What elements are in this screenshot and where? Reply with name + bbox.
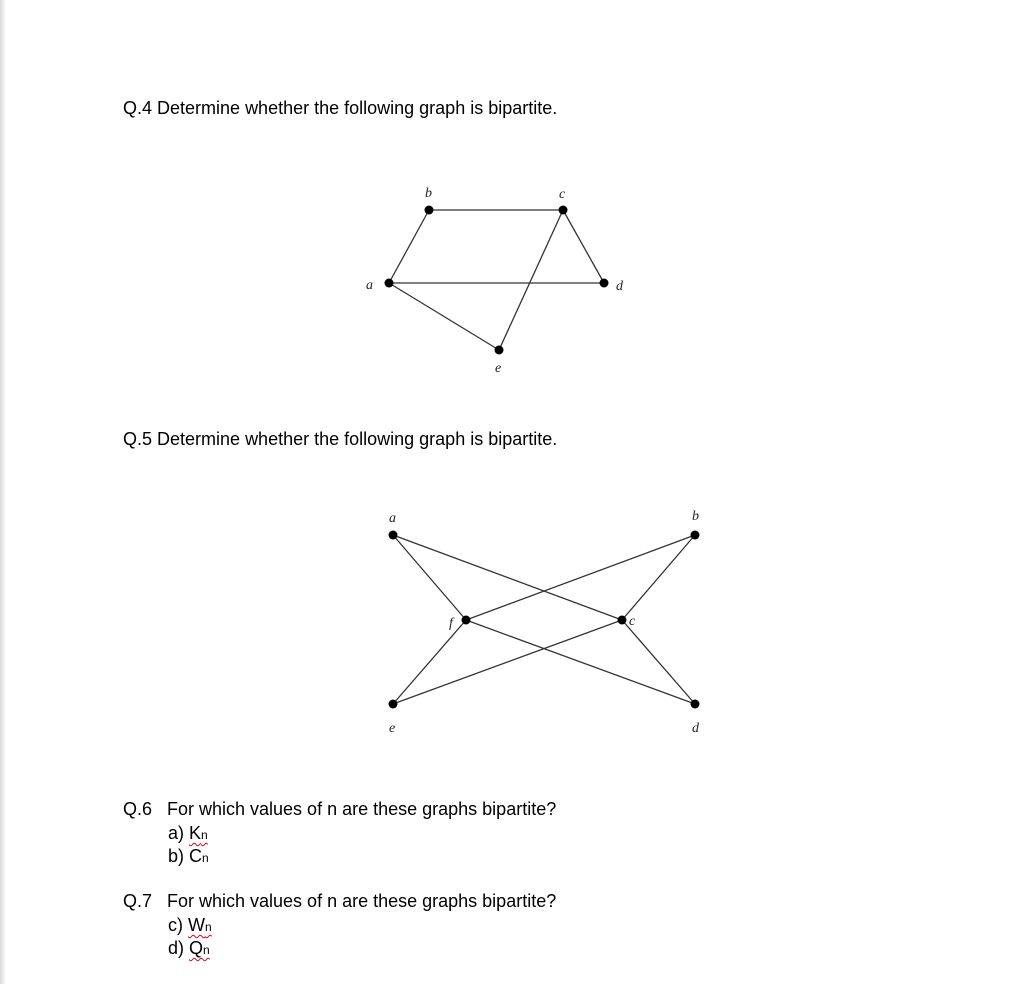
edge-b-a — [389, 210, 429, 283]
option-letter: c) — [168, 915, 183, 935]
vertex-label-a: a — [389, 511, 396, 526]
vertex-label-d: d — [616, 279, 623, 294]
vertex-b — [425, 206, 434, 215]
question-6-option-b — [168, 845, 209, 869]
edge-c-d — [622, 620, 695, 704]
option-symbol-w-n — [188, 915, 212, 935]
vertex-c — [618, 616, 627, 625]
option-subscript: n — [202, 851, 209, 865]
option-letter: b) — [168, 846, 185, 866]
option-letter: d) — [168, 938, 185, 958]
vertex-f — [462, 616, 471, 625]
option-subscript: n — [205, 920, 212, 934]
question-4-text: Determine whether the following graph is bipartite. — [157, 98, 558, 118]
question-7-option-c — [168, 914, 212, 938]
question-5-text: Determine whether the following graph is bipartite. — [157, 429, 558, 449]
vertex-e — [495, 346, 504, 355]
edge-b-c — [622, 535, 695, 620]
option-symbol: Q — [189, 938, 204, 958]
vertex-label-e: e — [495, 361, 502, 376]
vertex-a — [385, 279, 394, 288]
question-4-number: Q.4 — [123, 98, 153, 118]
option-subscript: n — [201, 828, 208, 842]
question-5-number: Q.5 — [123, 429, 153, 449]
edge-b-f — [466, 535, 695, 620]
question-7-text: For which values of n are these graphs bipartite? — [167, 891, 557, 911]
option-symbol: C — [189, 846, 203, 866]
edge-e-c — [393, 620, 622, 704]
vertex-label-d: d — [692, 721, 699, 736]
question-7-number: Q.7 — [123, 891, 153, 911]
vertex-label-e: e — [389, 721, 396, 736]
edge-a-f — [393, 535, 466, 620]
vertex-label-a: a — [366, 278, 373, 293]
option-symbol-c-n — [189, 846, 209, 866]
vertex-label-c: c — [559, 187, 566, 202]
vertex-b — [691, 531, 700, 540]
question-6-option-a — [168, 822, 208, 846]
edge-a-c — [393, 535, 622, 620]
question-6-number: Q.6 — [123, 799, 153, 819]
option-symbol-q-n — [189, 938, 210, 958]
vertex-c — [559, 206, 568, 215]
option-symbol-k-n — [189, 823, 208, 843]
edge-c-d — [563, 210, 604, 283]
edge-e-f — [393, 620, 466, 704]
vertex-label-f: f — [449, 616, 453, 631]
question-6 — [123, 798, 556, 820]
question-5 — [123, 428, 557, 450]
question-6-text: For which values of n are these graphs bipartite? — [167, 799, 557, 819]
vertex-d — [691, 700, 700, 709]
option-letter: a) — [168, 823, 185, 843]
vertex-a — [389, 531, 398, 540]
vertex-label-b: b — [425, 186, 432, 201]
vertex-label-b: b — [692, 509, 699, 524]
option-symbol: W — [188, 915, 206, 935]
edge-a-e — [389, 283, 499, 350]
edge-f-d — [466, 620, 695, 704]
vertex-d — [600, 279, 609, 288]
question-7 — [123, 890, 556, 912]
edge-c-e — [499, 210, 563, 350]
option-symbol: K — [189, 823, 202, 843]
question-7-option-d — [168, 937, 210, 961]
option-subscript: n — [203, 943, 210, 957]
vertex-e — [389, 700, 398, 709]
vertex-label-c: c — [629, 614, 636, 629]
